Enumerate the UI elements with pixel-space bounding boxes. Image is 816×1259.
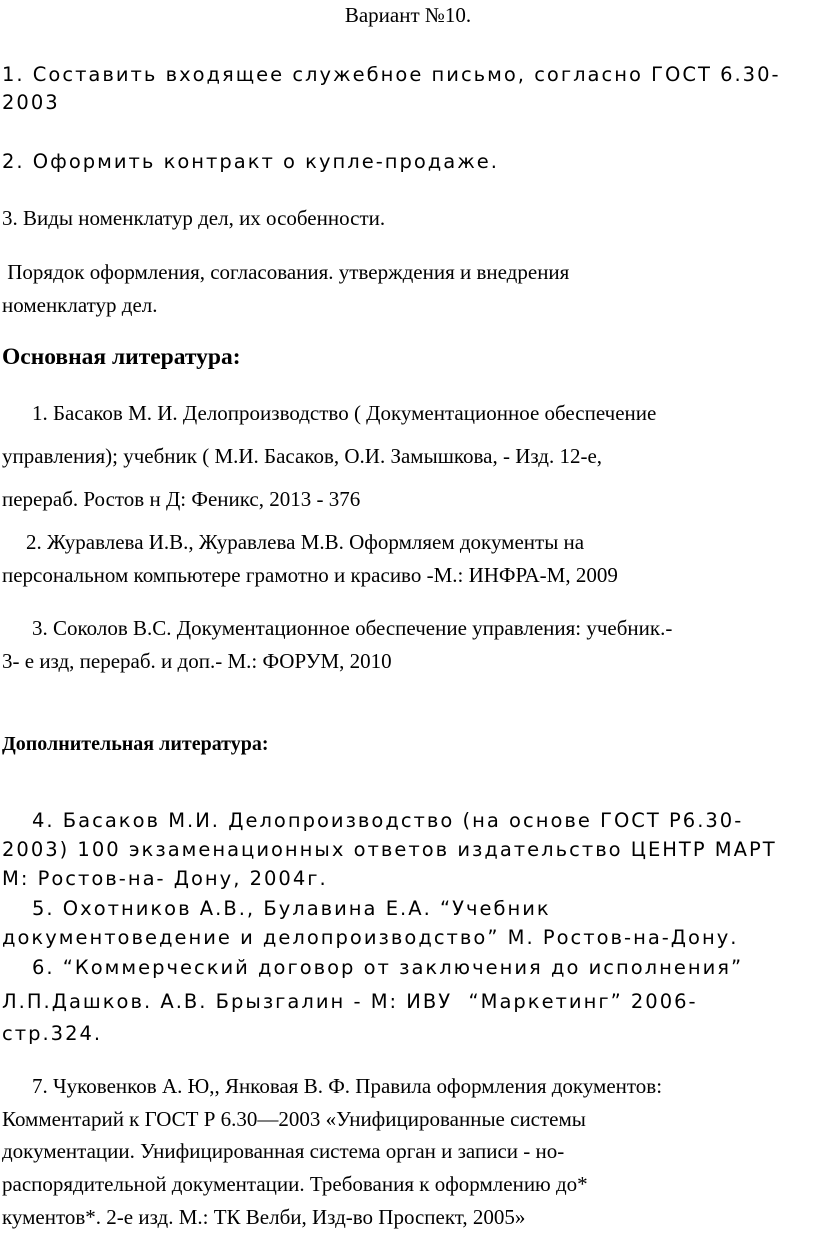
- main-literature-item-1-line-1: 1. Басаков М. И. Делопроизводство ( Документационное обеспечение: [32, 401, 657, 425]
- additional-literature-item-5-line-1: 5. Охотников А.В., Булавина Е.А. “Учебник: [32, 897, 551, 920]
- main-literature-item-1-line-3: перераб. Ростов н Д: Феникс, 2013 - 376: [2, 487, 361, 511]
- additional-literature-item-6-line-1: 6. “Коммерческий договор от заключения до исполнения”: [32, 956, 744, 979]
- task-3-continuation-line-2: номенклатур дел.: [2, 293, 158, 317]
- main-literature-item-2-line-1: 2. Журавлева И.В., Журавлева М.В. Оформляем документы на: [26, 530, 585, 554]
- additional-literature-heading: Дополнительная литература:: [2, 733, 269, 755]
- additional-literature-item-6-line-2: Л.П.Дашков. А.В. Брызгалин - М: ИВУ “Маркетинг” 2006-: [2, 990, 698, 1013]
- task-3: 3. Виды номенклатур дел, их особенности.: [2, 206, 386, 230]
- additional-literature-item-7-line-5: кументов*. 2-е изд. М.: ТК Велби, Изд-во Проспект, 2005»: [2, 1205, 526, 1229]
- task-1-line-2: 2003: [2, 91, 60, 114]
- additional-literature-item-4-line-1: 4. Басаков М.И. Делопроизводство (на основе ГОСТ Р6.30-: [32, 809, 744, 832]
- additional-literature-item-7-line-3: документации. Унифицированная система орган и записи - но-: [2, 1139, 565, 1163]
- additional-literature-item-7-line-4: распорядительной документации. Требования к оформлению до*: [2, 1172, 588, 1196]
- additional-literature-item-4-line-2: 2003) 100 экзаменационных ответов издательство ЦЕНТР МАРТ: [2, 838, 777, 861]
- main-literature-item-2-line-2: персональном компьютере грамотно и красиво -М.: ИНФРА-М, 2009: [2, 563, 618, 587]
- main-literature-heading: Основная литература:: [2, 344, 241, 370]
- additional-literature-item-7-line-2: Комментарий к ГОСТ Р 6.30—2003 «Унифицированные системы: [2, 1107, 586, 1131]
- main-literature-item-3-line-1: 3. Соколов В.С. Документационное обеспечение управления: учебник.-: [32, 616, 673, 640]
- variant-title: Вариант №10.: [344, 3, 472, 27]
- additional-literature-item-7-line-1: 7. Чуковенков А. Ю,, Янковая В. Ф. Правила оформления документов:: [32, 1074, 663, 1098]
- additional-literature-item-6-line-3: стр.324.: [2, 1022, 103, 1045]
- additional-literature-item-5-line-2: документоведение и делопроизводство” М. Ростов-на-Дону.: [2, 926, 739, 949]
- main-literature-item-1-line-2: управления); учебник ( М.И. Басаков, О.И. Замышкова, - Изд. 12-е,: [2, 444, 603, 468]
- additional-literature-item-4-line-3: М: Ростов-на- Дону, 2004г.: [2, 867, 328, 890]
- task-1-line-1: 1. Составить входящее служебное письмо, согласно ГОСТ 6.30-: [2, 63, 781, 86]
- main-literature-item-3-line-2: 3- е изд, перераб. и доп.- М.: ФОРУМ, 2010: [2, 649, 392, 673]
- task-2: 2. Оформить контракт о купле-продаже.: [2, 150, 499, 173]
- task-3-continuation-line-1: Порядок оформления, согласования. утверждения и внедрения: [2, 260, 570, 284]
